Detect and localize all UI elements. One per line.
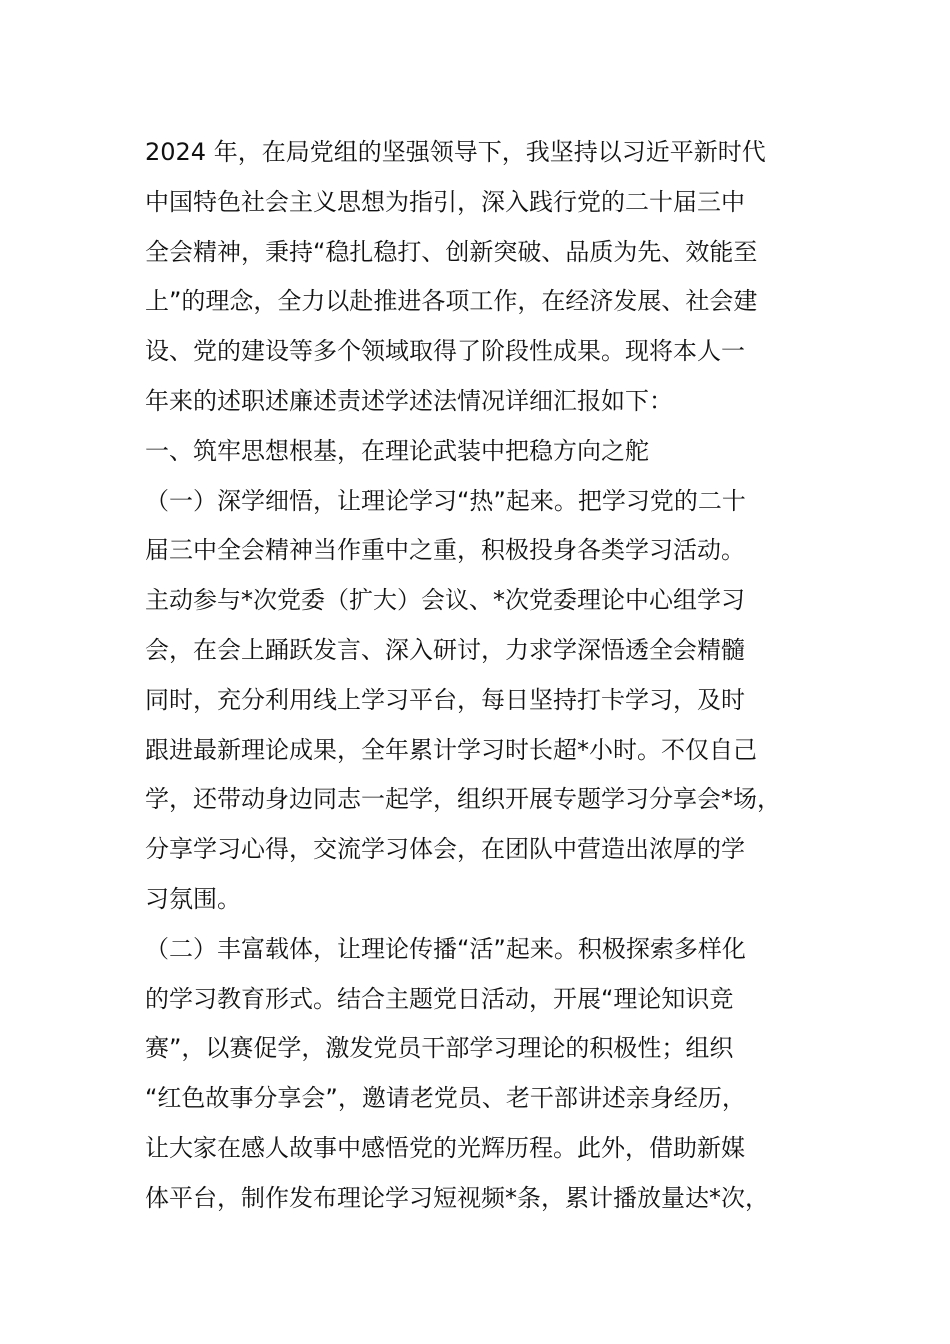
paragraph-line: 赛”，以赛促学，激发党员干部学习理论的积极性；组织: [145, 1034, 734, 1063]
paragraph-line: 主动参与*次党委（扩大）会议、*次党委理论中心组学习: [145, 586, 745, 615]
paragraph-line: 2024 年，在局党组的坚强领导下，我坚持以习近平新时代: [145, 138, 766, 166]
paragraph-line: （二）丰富载体，让理论传播“活”起来。积极探索多样化: [145, 934, 746, 963]
paragraph-line: 全会精神，秉持“稳扎稳打、创新突破、品质为先、效能至: [145, 237, 758, 266]
section-heading: 一、筑牢思想根基，在理论武装中把稳方向之舵: [145, 436, 649, 465]
paragraph-line: 体平台，制作发布理论学习短视频*条，累计播放量达*次，: [145, 1183, 769, 1212]
paragraph-line: 分享学习心得，交流学习体会，在团队中营造出浓厚的学: [145, 835, 745, 864]
paragraph-line: 会，在会上踊跃发言、深入研讨，力求学深悟透全会精髓: [145, 635, 745, 664]
paragraph-line: 习氛围。: [145, 884, 241, 913]
paragraph-line: 中国特色社会主义思想为指引，深入践行党的二十届三中: [145, 187, 745, 216]
paragraph-line: 届三中全会精神当作重中之重，积极投身各类学习活动。: [145, 536, 745, 565]
paragraph-line: 设、党的建设等多个领域取得了阶段性成果。现将本人一: [145, 337, 745, 366]
paragraph-line: 上”的理念，全力以赴推进各项工作，在经济发展、社会建: [145, 287, 758, 316]
paragraph-line: 的学习教育形式。结合主题党日活动，开展“理论知识竞: [145, 984, 734, 1013]
paragraph-line: 年来的述职述廉述责述学述法情况详细汇报如下：: [145, 386, 673, 415]
paragraph-line: 同时，充分利用线上学习平台，每日坚持打卡学习，及时: [145, 685, 745, 714]
paragraph-line: “红色故事分享会”，邀请老党员、老干部讲述亲身经历，: [145, 1084, 746, 1113]
paragraph-line: （一）深学细悟，让理论学习“热”起来。把学习党的二十: [145, 486, 746, 515]
paragraph-line: 让大家在感人故事中感悟党的光辉历程。此外，借助新媒: [145, 1133, 745, 1162]
paragraph-line: 学，还带动身边同志一起学，组织开展专题学习分享会*场，: [145, 785, 781, 814]
paragraph-line: 跟进最新理论成果，全年累计学习时长超*小时。不仅自己: [145, 735, 757, 764]
document-body: [145, 128, 845, 1224]
